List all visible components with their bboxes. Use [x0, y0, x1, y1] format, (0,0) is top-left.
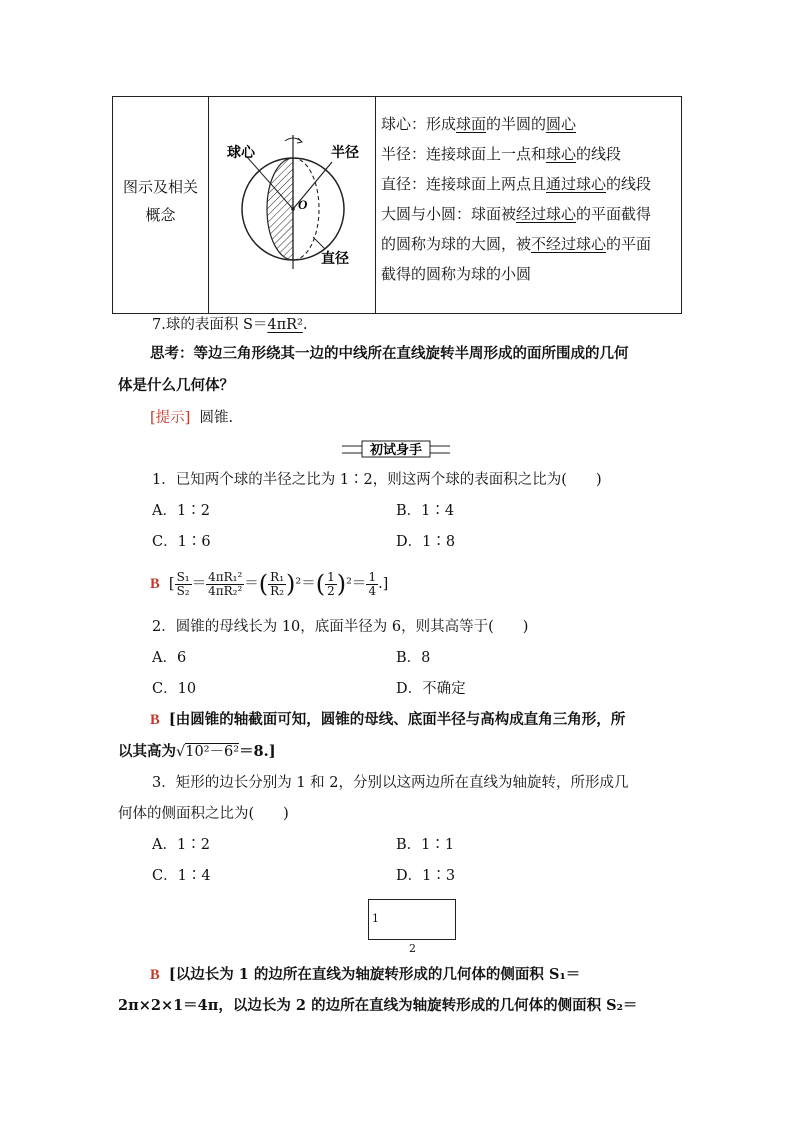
label-radius: 半径 [331, 145, 359, 161]
hint-text: 圆锥. [199, 410, 234, 426]
q3-option-a: A．1∶2 [152, 837, 210, 853]
q3-option-d: D．1∶3 [396, 868, 456, 884]
q1-option-a: A．1∶2 [152, 503, 210, 519]
label-line: 概念 [145, 206, 176, 224]
q2-option-b: B．8 [396, 650, 431, 666]
think-question-line2: 体是什么几何体？ [118, 377, 234, 394]
q3-solution-line1: B [以边长为 1 的边所在直线为轴旋转形成的几何体的侧面积 S₁＝ [150, 966, 581, 983]
concept-table [112, 96, 682, 314]
q2-solution-line1: B [由圆锥的轴截面可知，圆锥的母线、底面半径与高构成直角三角形，所 [150, 711, 626, 728]
label-line: 图示及相关 [122, 178, 198, 196]
table-divider [375, 97, 376, 313]
definition-line: 直径：连接球面上两点且通过球心的线段 [381, 175, 652, 193]
q2-solution-line2: 以其高为√10²－6²＝8.] [118, 743, 276, 760]
definition-line: 半径：连接球面上一点和球心的线段 [381, 145, 622, 163]
label-diameter: 直径 [321, 251, 349, 267]
q1-option-c: C．1∶6 [152, 534, 211, 550]
q2-stem: 2．圆锥的母线长为 10，底面半径为 6，则其高等于( ) [152, 619, 529, 635]
definition-line: 大圆与小圆：球面被经过球心的平面截得 [381, 205, 652, 223]
q3-stem-line2: 何体的侧面积之比为( ) [118, 806, 289, 822]
q1-solution: B [ $\frac{\text{S₁}}{\text{S₂}}$ ＝ $\frac{\text{4πR₁²}}{\text{4πR₂²}}$ ＝( $\frac{\text{R₁}}{\text{R₂}}$ )²＝( $\frac{1}{2}$ )²＝ $\frac{1}{4}$ .] [150, 569, 389, 598]
rectangle-side-label: 1 [372, 912, 379, 925]
rectangle-bottom-label: 2 [409, 942, 416, 955]
rectangle-figure [368, 899, 456, 940]
q1-stem: 1．已知两个球的半径之比为 1∶2，则这两个球的表面积之比为( ) [152, 472, 602, 488]
think-question-line1: 思考：等边三角形绕其一边的中线所在直线旋转半周形成的面所围成的几何 [150, 345, 629, 362]
q3-option-b: B．1∶1 [396, 837, 455, 853]
diameter-pointer [313, 237, 325, 249]
section-banner [342, 440, 450, 458]
definition-line: 球心：形成球面的半圆的圆心 [381, 115, 577, 133]
q3-option-c: C．1∶4 [152, 868, 211, 884]
definition-line: 的圆称为球的大圆，被不经过球心的平面 [381, 235, 652, 253]
q1-answer: B [150, 576, 160, 592]
q3-stem-line1: 3．矩形的边长分别为 1 和 2，分别以这两边所在直线为轴旋转，所形成几 [152, 775, 629, 791]
label-o: O [298, 197, 308, 212]
hint [150, 403, 233, 433]
q1-option-d: D．1∶8 [396, 534, 456, 550]
q2-option-c: C．10 [152, 681, 197, 697]
table-row-label [113, 173, 208, 229]
concept-definitions [381, 109, 651, 289]
q2-option-a: A．6 [152, 650, 187, 666]
item-7: 7.球的表面积 S＝4πR². [152, 317, 308, 333]
q1-option-b: B．1∶4 [396, 503, 455, 519]
q3-solution-line2: 2π×2×1＝4π，以边长为 2 的边所在直线为轴旋转形成的几何体的侧面积 S₂＝ [118, 997, 638, 1014]
section-title: 初试身手 [369, 443, 423, 458]
label-center: 球心 [227, 145, 255, 161]
q3-answer: B [150, 967, 160, 983]
hint-label: [提示] [150, 410, 191, 426]
q2-option-d: D．不确定 [396, 681, 466, 697]
definition-line: 截得的圆称为球的小圆 [381, 265, 532, 283]
sphere-diagram [209, 97, 375, 313]
q2-answer: B [150, 712, 160, 728]
hatched-semicircle [267, 158, 293, 260]
